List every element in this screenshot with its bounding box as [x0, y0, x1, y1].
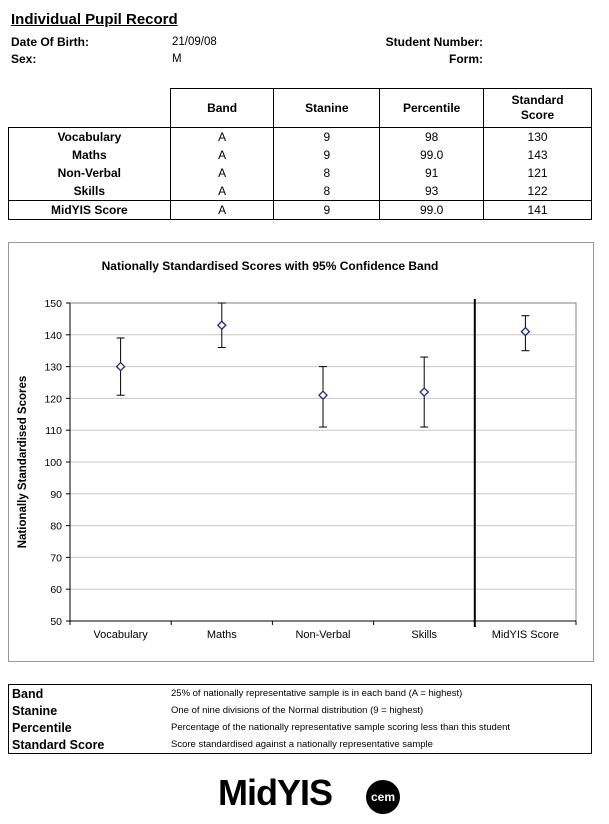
row-subject: MidYIS Score — [9, 201, 171, 220]
definition-desc: One of nine divisions of the Normal distribution (9 = highest) — [171, 705, 424, 716]
definitions-table — [8, 684, 592, 754]
row-stanine: 9 — [274, 201, 380, 220]
definition-row — [9, 736, 592, 754]
header-stanine: Stanine — [274, 89, 380, 128]
header-standard-score-text: Standard Score — [511, 93, 564, 122]
definition-term: Stanine — [12, 703, 58, 718]
y-tick-label: 70 — [50, 552, 62, 565]
y-tick-label: 120 — [44, 393, 62, 406]
y-tick-label: 130 — [44, 361, 62, 374]
y-tick-label: 60 — [50, 584, 62, 597]
x-tick-label: Skills — [411, 629, 438, 641]
row-band: A — [170, 182, 274, 201]
x-tick-label: MidYIS Score — [491, 629, 560, 641]
row-percentile: 91 — [380, 164, 484, 182]
sex-value: M — [172, 53, 182, 65]
definition-desc: Percentage of the nationally representative sample scoring less than this student — [171, 722, 511, 733]
row-standard-score: 122 — [527, 184, 548, 198]
row-subject: Non-Verbal — [9, 164, 171, 182]
header-percentile: Percentile — [380, 89, 484, 128]
row-band: A — [170, 128, 274, 147]
row-band: A — [170, 201, 274, 220]
definition-row — [9, 685, 592, 703]
row-stanine: 8 — [274, 164, 380, 182]
row-percentile: 99.0 — [380, 146, 484, 164]
row-percentile: 99.0 — [380, 201, 484, 220]
x-tick-label: Maths — [206, 629, 237, 641]
definition-term: Band — [12, 686, 44, 701]
definition-desc: 25% of nationally representative sample is in each band (A = highest) — [171, 688, 463, 699]
y-tick-label: 50 — [50, 616, 62, 628]
y-tick-label: 80 — [50, 520, 62, 533]
definition-row — [9, 719, 592, 736]
row-band: A — [170, 164, 274, 182]
row-percentile: 93 — [380, 182, 484, 201]
row-standard-score: 143 — [527, 148, 548, 162]
row-band: A — [170, 146, 274, 164]
dob-value: 21/09/08 — [172, 36, 217, 48]
y-tick-label: 110 — [45, 425, 62, 438]
y-tick-label: 100 — [44, 457, 62, 469]
definition-term: Standard Score — [12, 737, 105, 752]
cem-logo-icon: cem — [366, 780, 400, 814]
y-tick-label: 150 — [44, 298, 62, 310]
row-stanine: 9 — [274, 128, 380, 147]
midyis-logo: MidYIS — [218, 772, 333, 813]
row-stanine: 8 — [274, 182, 380, 201]
row-subject: Skills — [9, 182, 171, 201]
definition-desc: Score standardised against a nationally representative sample — [171, 739, 433, 750]
form-label: Form: — [449, 52, 483, 66]
row-stanine: 9 — [274, 146, 380, 164]
student-number-label: Student Number: — [385, 35, 483, 49]
x-tick-label: Vocabulary — [93, 629, 148, 641]
page-title: Individual Pupil Record — [11, 11, 178, 28]
header-band: Band — [170, 89, 274, 128]
row-percentile: 98 — [380, 128, 484, 147]
chart-title: Nationally Standardised Scores with 95% Confidence Band — [101, 259, 439, 273]
y-axis-label: Nationally Standardised Scores — [17, 375, 29, 549]
x-tick-label: Non-Verbal — [295, 629, 351, 641]
row-standard-score: 130 — [527, 130, 548, 144]
definition-term: Percentile — [12, 720, 72, 735]
row-standard-score: 141 — [484, 201, 592, 220]
row-subject: Maths — [9, 146, 171, 164]
sex-label: Sex: — [11, 52, 37, 66]
definition-row — [9, 702, 592, 719]
row-standard-score: 121 — [527, 166, 548, 180]
dob-label: Date Of Birth: — [11, 35, 89, 49]
y-tick-label: 140 — [44, 329, 62, 342]
row-subject: Vocabulary — [9, 128, 171, 147]
y-tick-label: 90 — [50, 488, 62, 501]
